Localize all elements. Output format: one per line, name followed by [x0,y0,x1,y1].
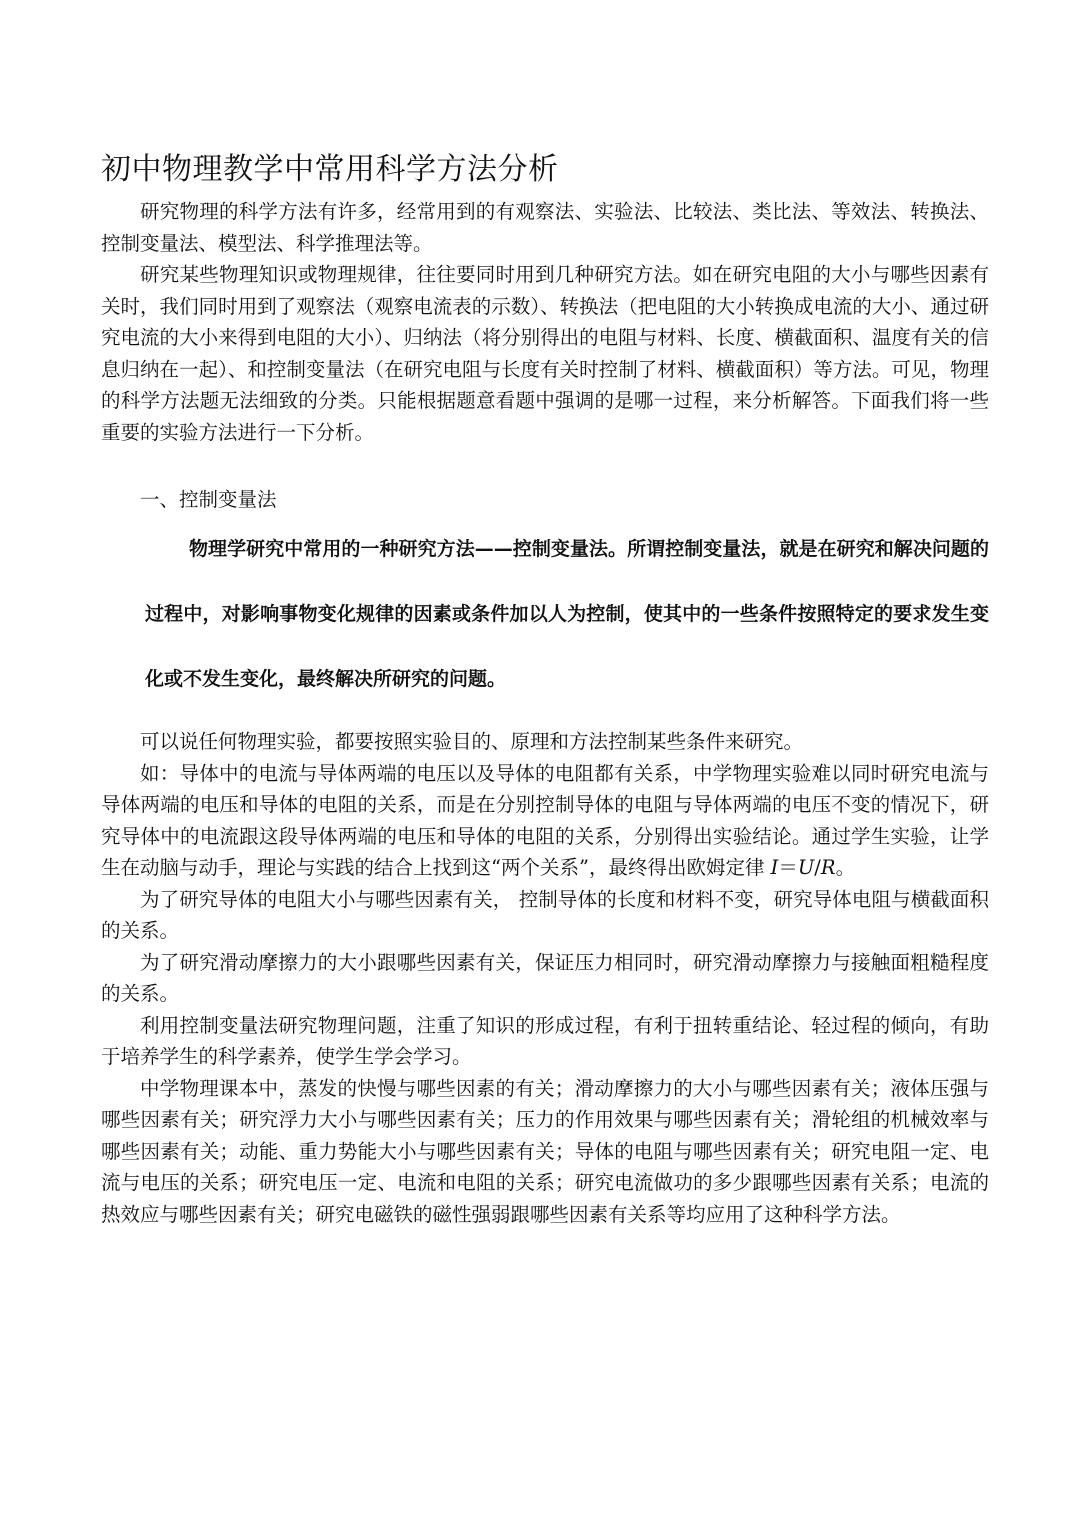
body-paragraph-ohms-law [101,758,989,884]
formula-slash: / [814,856,821,879]
body-paragraph-resistance: 为了研究导体的电阻大小与哪些因素有关， 控制导体的长度和材料不变，研究导体电阻与横截面积的关系。 [101,887,989,942]
ohms-law-text: 如：导体中的电流与导体两端的电压以及导体的电阻都有关系，中学物理实验难以同时研究电流与导体两端的电压和导体的电阻的关系，而是在分别控制导体的电阻与导体两端的电压不变的情况下，研究导体中的电流跟这段导体两端的电压和导体的电阻的关系，分别得出实验结论。通过学生实验，让学生在动脑与动手，理论与实践的结合上找到这“两个关系”，最终得出欧姆定律 [101,761,989,879]
body-paragraph-friction: 为了研究滑动摩擦力的大小跟哪些因素有关，保证压力相同时，研究滑动摩擦力与接触面粗糙程度的关系。 [101,950,989,1005]
document-page [101,148,989,1230]
definition-paragraph [101,517,989,712]
body-paragraph-1: 可以说任何物理实验，都要按照实验目的、原理和方法控制某些条件来研究。 [140,730,804,753]
intro-paragraph-2: 研究某些物理知识或物理规律，往往要同时用到几种研究方法。如在研究电阻的大小与哪些因素有关时，我们同时用到了观察法（观察电流表的示数）、转换法（把电阻的大小转换成电流的大小、通过研究电流的大小来得到电阻的大小）、归纳法（将分别得出的电阻与材料、长度、横截面积、温度有关的信息归纳在一起）、和控制变量法（在研究电阻与长度有关时控制了材料、横截面积）等方法。可见，物理的科学方法题无法细致的分类。只能根据题意看题中强调的是哪一过程，来分析解答。下面我们将一些重要的实验方法进行一下分析。 [101,263,989,444]
body-paragraph-benefits: 利用控制变量法研究物理问题，注重了知识的形成过程，有利于扭转重结论、轻过程的倾向，有助于培养学生的科学素养，使学生学会学习。 [101,1013,989,1068]
section-heading-control-variables: 一、控制变量法 [140,488,277,511]
intro-paragraph-1: 研究物理的科学方法有许多，经常用到的有观察法、实验法、比较法、类比法、等效法、转换法、控制变量法、模型法、科学推理法等。 [101,200,989,255]
ohms-law-end: 。 [835,856,856,879]
formula-resistance-symbol: R [820,856,836,879]
formula-voltage-symbol: U [797,856,815,879]
document-title: 初中物理教学中常用科学方法分析 [101,152,559,187]
definition-text: 物理学研究中常用的一种研究方法——控制变量法。所谓控制变量法，就是在研究和解决问题的过程中，对影响事物变化规律的因素或条件加以人为控制，使其中的一些条件按照特定的要求发生变化或不发生变化，最终解决所研究的问题。 [145,538,989,690]
body-paragraph-applications: 中学物理课本中，蒸发的快慢与哪些因素的有关；滑动摩擦力的大小与哪些因素有关；液体压强与哪些因素有关；研究浮力大小与哪些因素有关；压力的作用效果与哪些因素有关；滑轮组的机械效率与哪些因素有关；动能、重力势能大小与哪些因素有关；导体的电阻与哪些因素有关；研究电阻一定、电流与电压的关系；研究电压一定、电流和电阻的关系；研究电流做功的多少跟哪些因素有关系；电流的热效应与哪些因素有关；研究电磁铁的磁性强弱跟哪些因素有关系等均应用了这种科学方法。 [101,1076,989,1226]
formula-equals: ＝ [778,856,798,879]
formula-current-symbol: I [770,856,779,879]
section-body [101,726,989,1230]
